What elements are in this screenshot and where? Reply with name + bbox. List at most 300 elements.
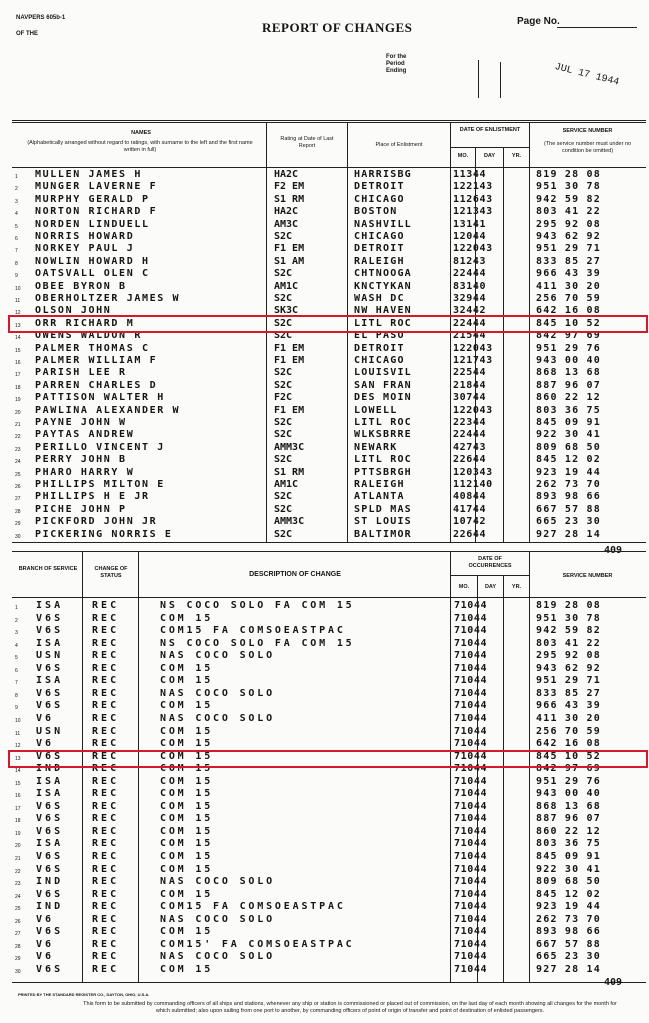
row-number: 21	[15, 856, 21, 862]
date-cell: 71044	[454, 625, 488, 637]
period-label: For the Period Ending	[386, 54, 407, 74]
row-number: 4	[15, 211, 18, 218]
service-number-cell: 295 92 08	[536, 218, 601, 230]
service-number-cell: 845 09 91	[536, 851, 601, 862]
name-cell: P H I L L I P S M I L T O N E	[35, 479, 162, 490]
name-cell: P E R R Y J O H N B	[35, 454, 123, 466]
description-cell: C O M 1 5	[160, 788, 209, 800]
date-cell: 71044	[454, 637, 488, 649]
change-cell: R E C	[92, 600, 115, 611]
row-number: 28	[15, 508, 21, 515]
branch-cell: V 6 S	[36, 863, 59, 875]
table-row	[0, 838, 649, 849]
service-number-cell: 887 96 07	[536, 379, 601, 391]
description-cell: C O M 1 5	[160, 851, 209, 862]
row-number: 20	[15, 843, 21, 850]
date-cell: 121743	[453, 355, 493, 366]
change-cell: R E C	[92, 901, 115, 913]
table-row	[0, 219, 649, 230]
row-number: 14	[15, 768, 21, 775]
rating-cell: S1 AM	[274, 255, 305, 267]
date-cell: 112643	[453, 193, 493, 205]
row-number: 9	[15, 705, 18, 712]
table-border	[12, 167, 646, 168]
change-cell: R E C	[92, 851, 115, 862]
place-cell: A T L A N T A	[354, 491, 402, 503]
place-cell: D E S M O I N	[354, 392, 409, 404]
date-stamp: JUL 17 1944	[553, 62, 621, 89]
date-cell: 22444	[453, 429, 487, 441]
date-cell: 122143	[453, 181, 493, 193]
description-cell: C O M 1 5	[160, 813, 209, 825]
row-number: 23	[15, 446, 21, 453]
table-border	[12, 551, 646, 552]
row-number: 1	[15, 174, 18, 180]
col-names-note: (Alphabetically arranged without regard to ratings, with surname to the left and the first name written in full)	[27, 140, 253, 153]
change-cell: R E C	[92, 738, 115, 750]
branch-cell: V 6 S	[36, 625, 59, 637]
branch-cell: V 6 S	[36, 662, 59, 674]
row-number: 27	[15, 496, 21, 503]
date-cell: 120343	[453, 466, 493, 478]
description-cell: C O M 1 5	[160, 750, 209, 762]
page-number-line	[557, 27, 637, 28]
service-number-cell: 893 98 66	[536, 926, 601, 938]
branch-cell: V 6	[36, 938, 50, 950]
row-number: 21	[15, 422, 21, 428]
branch-cell: V 6 S	[36, 687, 59, 699]
change-cell: R E C	[92, 913, 115, 925]
date-cell: 112140	[453, 479, 493, 490]
date-cell: 10742	[453, 516, 487, 528]
change-cell: R E C	[92, 863, 115, 875]
place-cell: D E T R O I T	[354, 342, 402, 354]
rating-cell: S2C	[274, 379, 293, 391]
date-cell: 71044	[454, 650, 488, 662]
place-cell: L I T L R O C	[354, 417, 409, 428]
service-number-cell: 803 36 75	[536, 404, 601, 416]
row-number: 15	[15, 347, 21, 354]
change-cell: R E C	[92, 963, 115, 975]
description-cell: C O M 1 5 F A C O M S O E A S T P A C	[160, 625, 342, 637]
description-cell: C O M 1 5 ' F A C O M S O E A S T P A C	[160, 938, 351, 950]
branch-cell: V 6	[36, 738, 50, 750]
service-number-cell: 922 30 41	[536, 429, 601, 441]
description-cell: C O M 1 5	[160, 675, 209, 687]
branch-cell: V 6	[36, 913, 50, 925]
name-cell: O B E E B Y R O N B	[35, 280, 123, 292]
service-number-cell: 803 41 22	[536, 206, 601, 218]
service-number-cell: 922 30 41	[536, 863, 601, 875]
rating-cell: S1 RM	[274, 466, 305, 478]
service-number-cell: 256 70 59	[536, 293, 601, 304]
date-cell: 42743	[453, 441, 487, 453]
row-number: 16	[15, 793, 21, 800]
col-date: DATE OF ENLISTMENT	[459, 127, 521, 133]
description-cell: N A S C O C O S O L O	[160, 951, 271, 963]
date-cell: 71044	[454, 600, 488, 611]
branch-cell: V 6 S	[36, 800, 59, 812]
row-number: 12	[15, 310, 21, 317]
date-cell: 71044	[454, 863, 488, 875]
change-cell: R E C	[92, 712, 115, 724]
date-cell: 71044	[454, 876, 488, 888]
rating-cell: AMM3C	[274, 516, 305, 528]
table-row	[0, 600, 649, 611]
service-number-cell: 411 30 20	[536, 712, 601, 724]
date-cell: 71044	[454, 750, 488, 762]
table-row	[0, 650, 649, 661]
description-cell: C O M 1 5 F A C O M S O E A S T P A C	[160, 901, 342, 913]
rating-cell: F1 EM	[274, 355, 305, 366]
change-cell: R E C	[92, 625, 115, 637]
row-number: 20	[15, 409, 21, 416]
date-cell: 71044	[454, 738, 488, 750]
service-number-cell: 951 29 71	[536, 243, 601, 255]
service-number-cell: 833 85 27	[536, 255, 601, 267]
place-cell: K N C T Y K A N	[354, 280, 409, 292]
row-number: 18	[15, 818, 21, 825]
row-number: 29	[15, 956, 21, 963]
row-number: 25	[15, 906, 21, 913]
row-number: 24	[15, 459, 21, 466]
place-cell: W A S H D C	[354, 293, 402, 304]
rating-cell: AM3C	[274, 218, 299, 230]
row-number: 19	[15, 830, 21, 837]
service-number-cell: 819 28 08	[536, 169, 601, 180]
service-number-cell: 262 73 70	[536, 479, 601, 490]
rating-cell: S2C	[274, 503, 293, 515]
table-row	[0, 529, 649, 540]
service-number-cell: 943 62 92	[536, 662, 601, 674]
place-cell: C H I C A G O	[354, 355, 402, 366]
service-number-cell: 966 43 39	[536, 268, 601, 280]
branch-cell: V 6 S	[36, 888, 59, 900]
place-cell: S P L D M A S	[354, 503, 409, 515]
date-cell: 71044	[454, 687, 488, 699]
service-number-cell: 845 09 91	[536, 417, 601, 428]
table-row	[0, 939, 649, 950]
description-cell: N A S C O C O S O L O	[160, 650, 271, 662]
col-description: DESCRIPTION OF CHANGE	[249, 571, 341, 578]
date-header-divider	[450, 147, 529, 148]
col-rating: Rating at Date of Last Report	[280, 136, 334, 149]
form-id: NAVPERS 605b-1	[16, 15, 66, 21]
name-cell: P A T T I S O N W A L T E R H	[35, 392, 162, 404]
service-number-cell: 951 30 78	[536, 612, 601, 624]
period-mark	[478, 60, 479, 98]
place-cell: N E W A R K	[354, 441, 394, 453]
service-number-cell: 923 19 44	[536, 901, 601, 913]
row-number: 5	[15, 655, 18, 662]
table-row	[0, 169, 649, 180]
date-cell: 71044	[454, 825, 488, 837]
name-cell: P H A R O H A R R Y W	[35, 466, 131, 478]
date-cell: 81243	[453, 255, 487, 267]
date-cell: 71044	[454, 788, 488, 800]
change-cell: R E C	[92, 876, 115, 888]
place-cell: L I T L R O C	[354, 454, 409, 466]
branch-cell: I N D	[36, 763, 59, 775]
date-cell: 122043	[453, 404, 493, 416]
name-cell: P A R I S H L E E R	[35, 367, 123, 379]
description-cell: C O M 1 5	[160, 738, 209, 750]
col-day: DAY	[483, 153, 496, 159]
date-cell: 71044	[454, 725, 488, 737]
name-cell: M U R P H Y G E R A L D P	[35, 193, 146, 205]
service-number-cell: 295 92 08	[536, 650, 601, 662]
branch-cell: V 6 S	[36, 851, 59, 862]
place-cell: L I T L R O C	[354, 317, 409, 329]
place-cell: C H I C A G O	[354, 231, 402, 242]
change-cell: R E C	[92, 825, 115, 837]
row-number: 13	[15, 755, 21, 762]
description-cell: N A S C O C O S O L O	[160, 913, 271, 925]
rating-cell: SK3C	[274, 305, 299, 317]
table-row	[0, 726, 649, 737]
table-row	[0, 417, 649, 428]
description-cell: C O M 1 5	[160, 662, 209, 674]
rating-cell: F2C	[274, 392, 293, 404]
table-row	[0, 876, 649, 887]
rating-cell: S2C	[274, 417, 293, 428]
service-number-cell: 966 43 39	[536, 700, 601, 712]
name-cell: P A W L I N A A L E X A N D E R W	[35, 404, 177, 416]
change-cell: R E C	[92, 612, 115, 624]
change-cell: R E C	[92, 700, 115, 712]
table-row	[0, 194, 649, 205]
branch-cell: I S A	[36, 600, 59, 611]
rating-cell: S2C	[274, 317, 293, 329]
row-number: 30	[15, 968, 21, 975]
row-number: 26	[15, 918, 21, 925]
table-row	[0, 243, 649, 254]
date-cell: 21844	[453, 379, 487, 391]
service-number-cell: 809 68 50	[536, 441, 601, 453]
service-number-cell: 842 97 69	[536, 330, 601, 342]
table-row	[0, 713, 649, 724]
rating-cell: F1 EM	[274, 342, 305, 354]
service-number-cell: 803 41 22	[536, 637, 601, 649]
table-row	[0, 380, 649, 391]
date-cell: 122043	[453, 243, 493, 255]
change-cell: R E C	[92, 775, 115, 787]
date-cell: 22444	[453, 317, 487, 329]
service-number-cell: 868 13 68	[536, 367, 601, 379]
table-row	[0, 851, 649, 862]
change-cell: R E C	[92, 763, 115, 775]
table-row	[0, 901, 649, 912]
service-number-cell: 923 19 44	[536, 466, 601, 478]
branch-cell: I N D	[36, 901, 59, 913]
place-cell: E L P A S O	[354, 330, 402, 342]
highlight-box	[8, 750, 648, 768]
period-mark	[500, 62, 501, 98]
service-number-cell: 845 10 52	[536, 317, 601, 329]
rating-cell: S1 RM	[274, 193, 305, 205]
change-cell: R E C	[92, 662, 115, 674]
rating-cell: F2 EM	[274, 181, 305, 193]
row-number: 22	[15, 434, 21, 441]
row-number: 29	[15, 521, 21, 528]
branch-cell: V 6 S	[36, 963, 59, 975]
row-number: 19	[15, 397, 21, 404]
rating-cell: S2C	[274, 268, 293, 280]
date-cell: 12044	[453, 231, 487, 242]
change-cell: R E C	[92, 750, 115, 762]
description-cell: N A S C O C O S O L O	[160, 712, 271, 724]
date-cell: 71044	[454, 888, 488, 900]
description-cell: N A S C O C O S O L O	[160, 687, 271, 699]
table-row	[0, 181, 649, 192]
table-row	[0, 206, 649, 217]
table-border	[12, 982, 646, 983]
name-cell: P I C H E J O H N P	[35, 503, 123, 515]
branch-cell: V 6 S	[36, 750, 59, 762]
row-number: 3	[15, 630, 18, 637]
name-cell: P A L M E R W I L L I A M F	[35, 355, 154, 366]
table-row	[0, 367, 649, 378]
place-cell: C H I C A G O	[354, 193, 402, 205]
table-row	[0, 479, 649, 490]
rating-cell: AM1C	[274, 280, 299, 292]
branch-cell: V 6	[36, 951, 50, 963]
name-cell: N O W L I N H O W A R D H	[35, 255, 146, 267]
branch-cell: I S A	[36, 637, 59, 649]
col-place: Place of Enlistment	[375, 142, 423, 148]
col-day: DAY	[484, 584, 497, 590]
row-number: 17	[15, 372, 21, 379]
description-cell: C O M 1 5	[160, 825, 209, 837]
rating-cell: S2C	[274, 231, 293, 242]
date-cell: 83140	[453, 280, 487, 292]
table-row	[0, 801, 649, 812]
rating-cell: AMM3C	[274, 441, 305, 453]
name-cell: P A R R E N C H A R L E S D	[35, 379, 154, 391]
row-number: 10	[15, 717, 21, 724]
service-number-cell: 842 97 69	[536, 763, 601, 775]
description-cell: C O M 1 5	[160, 838, 209, 850]
name-cell: N O R K E Y P A U L J	[35, 243, 131, 255]
name-cell: N O R T O N R I C H A R D F	[35, 206, 154, 218]
service-number-cell: 642 16 08	[536, 738, 601, 750]
service-number-cell: 667 57 88	[536, 938, 601, 950]
table-row	[0, 826, 649, 837]
table-row	[0, 951, 649, 962]
date-cell: 71044	[454, 851, 488, 862]
row-number: 17	[15, 805, 21, 812]
table-row	[0, 281, 649, 292]
service-number-cell: 868 13 68	[536, 800, 601, 812]
rating-cell: S2C	[274, 454, 293, 466]
date-cell: 71044	[454, 963, 488, 975]
service-number-cell: 860 22 12	[536, 392, 601, 404]
name-cell: M U N G E R L A V E R N E F	[35, 181, 154, 193]
rating-cell: S2C	[274, 491, 293, 503]
row-number: 16	[15, 360, 21, 366]
branch-cell: V 6 S	[36, 825, 59, 837]
row-number: 25	[15, 471, 21, 478]
rating-cell: HA2C	[274, 206, 299, 218]
table-row	[0, 813, 649, 824]
col-service: SERVICE NUMBER	[562, 573, 613, 579]
date-cell: 71044	[454, 675, 488, 687]
service-number-cell: 943 00 40	[536, 788, 601, 800]
row-number: 8	[15, 692, 18, 699]
description-cell: C O M 1 5	[160, 725, 209, 737]
date-cell: 22544	[453, 367, 487, 379]
row-number: 26	[15, 484, 21, 490]
service-number-cell: 803 36 75	[536, 838, 601, 850]
service-number-cell: 860 22 12	[536, 825, 601, 837]
row-number: 11	[15, 730, 21, 737]
branch-cell: I S A	[36, 775, 59, 787]
row-number: 12	[15, 743, 21, 750]
table-row	[0, 638, 649, 649]
date-cell: 30744	[453, 392, 487, 404]
place-cell: W L K S B R R E	[354, 429, 409, 441]
row-number: 11	[15, 298, 21, 304]
date-cell: 71044	[454, 775, 488, 787]
service-number-cell: 887 96 07	[536, 813, 601, 825]
place-cell: L O W E L L	[354, 404, 394, 416]
service-number-cell: 845 10 52	[536, 750, 601, 762]
table-border	[12, 120, 646, 121]
change-cell: R E C	[92, 650, 115, 662]
table-row	[0, 700, 649, 711]
service-number-cell: 951 29 71	[536, 675, 601, 687]
description-cell: C O M 1 5	[160, 700, 209, 712]
table-row	[0, 405, 649, 416]
change-cell: R E C	[92, 926, 115, 938]
row-number: 13	[15, 322, 21, 329]
col-yr: YR.	[511, 153, 522, 159]
table-row	[0, 491, 649, 502]
date-cell: 13141	[453, 218, 487, 230]
service-number-cell: 665 23 30	[536, 951, 601, 963]
table-row	[0, 889, 649, 900]
table-row	[0, 268, 649, 279]
change-cell: R E C	[92, 888, 115, 900]
row-number: 7	[15, 248, 18, 255]
row-number: 30	[15, 533, 21, 540]
change-cell: R E C	[92, 637, 115, 649]
table-row	[0, 504, 649, 515]
branch-cell: I S A	[36, 788, 59, 800]
table-row	[0, 355, 649, 366]
date-cell: 71044	[454, 712, 488, 724]
date-cell: 71044	[454, 926, 488, 938]
row-number: 7	[15, 680, 18, 687]
row-number: 28	[15, 943, 21, 950]
date-cell: 22444	[453, 268, 487, 280]
name-cell: O B E R H O L T Z E R J A M E S W	[35, 293, 177, 304]
branch-cell: V 6 S	[36, 813, 59, 825]
name-cell: M U L L E N J A M E S H	[35, 169, 139, 180]
branch-cell: V 6 S	[36, 926, 59, 938]
table-row	[0, 625, 649, 636]
table-row	[0, 663, 649, 674]
branch-cell: V 6	[36, 712, 50, 724]
date-cell: 22644	[453, 528, 487, 540]
rating-cell: S2C	[274, 429, 293, 441]
service-number-cell: 819 28 08	[536, 600, 601, 611]
row-number: 3	[15, 198, 18, 205]
rating-cell: S2C	[274, 528, 293, 540]
change-cell: R E C	[92, 938, 115, 950]
table-row	[0, 688, 649, 699]
row-number: 1	[15, 605, 18, 611]
